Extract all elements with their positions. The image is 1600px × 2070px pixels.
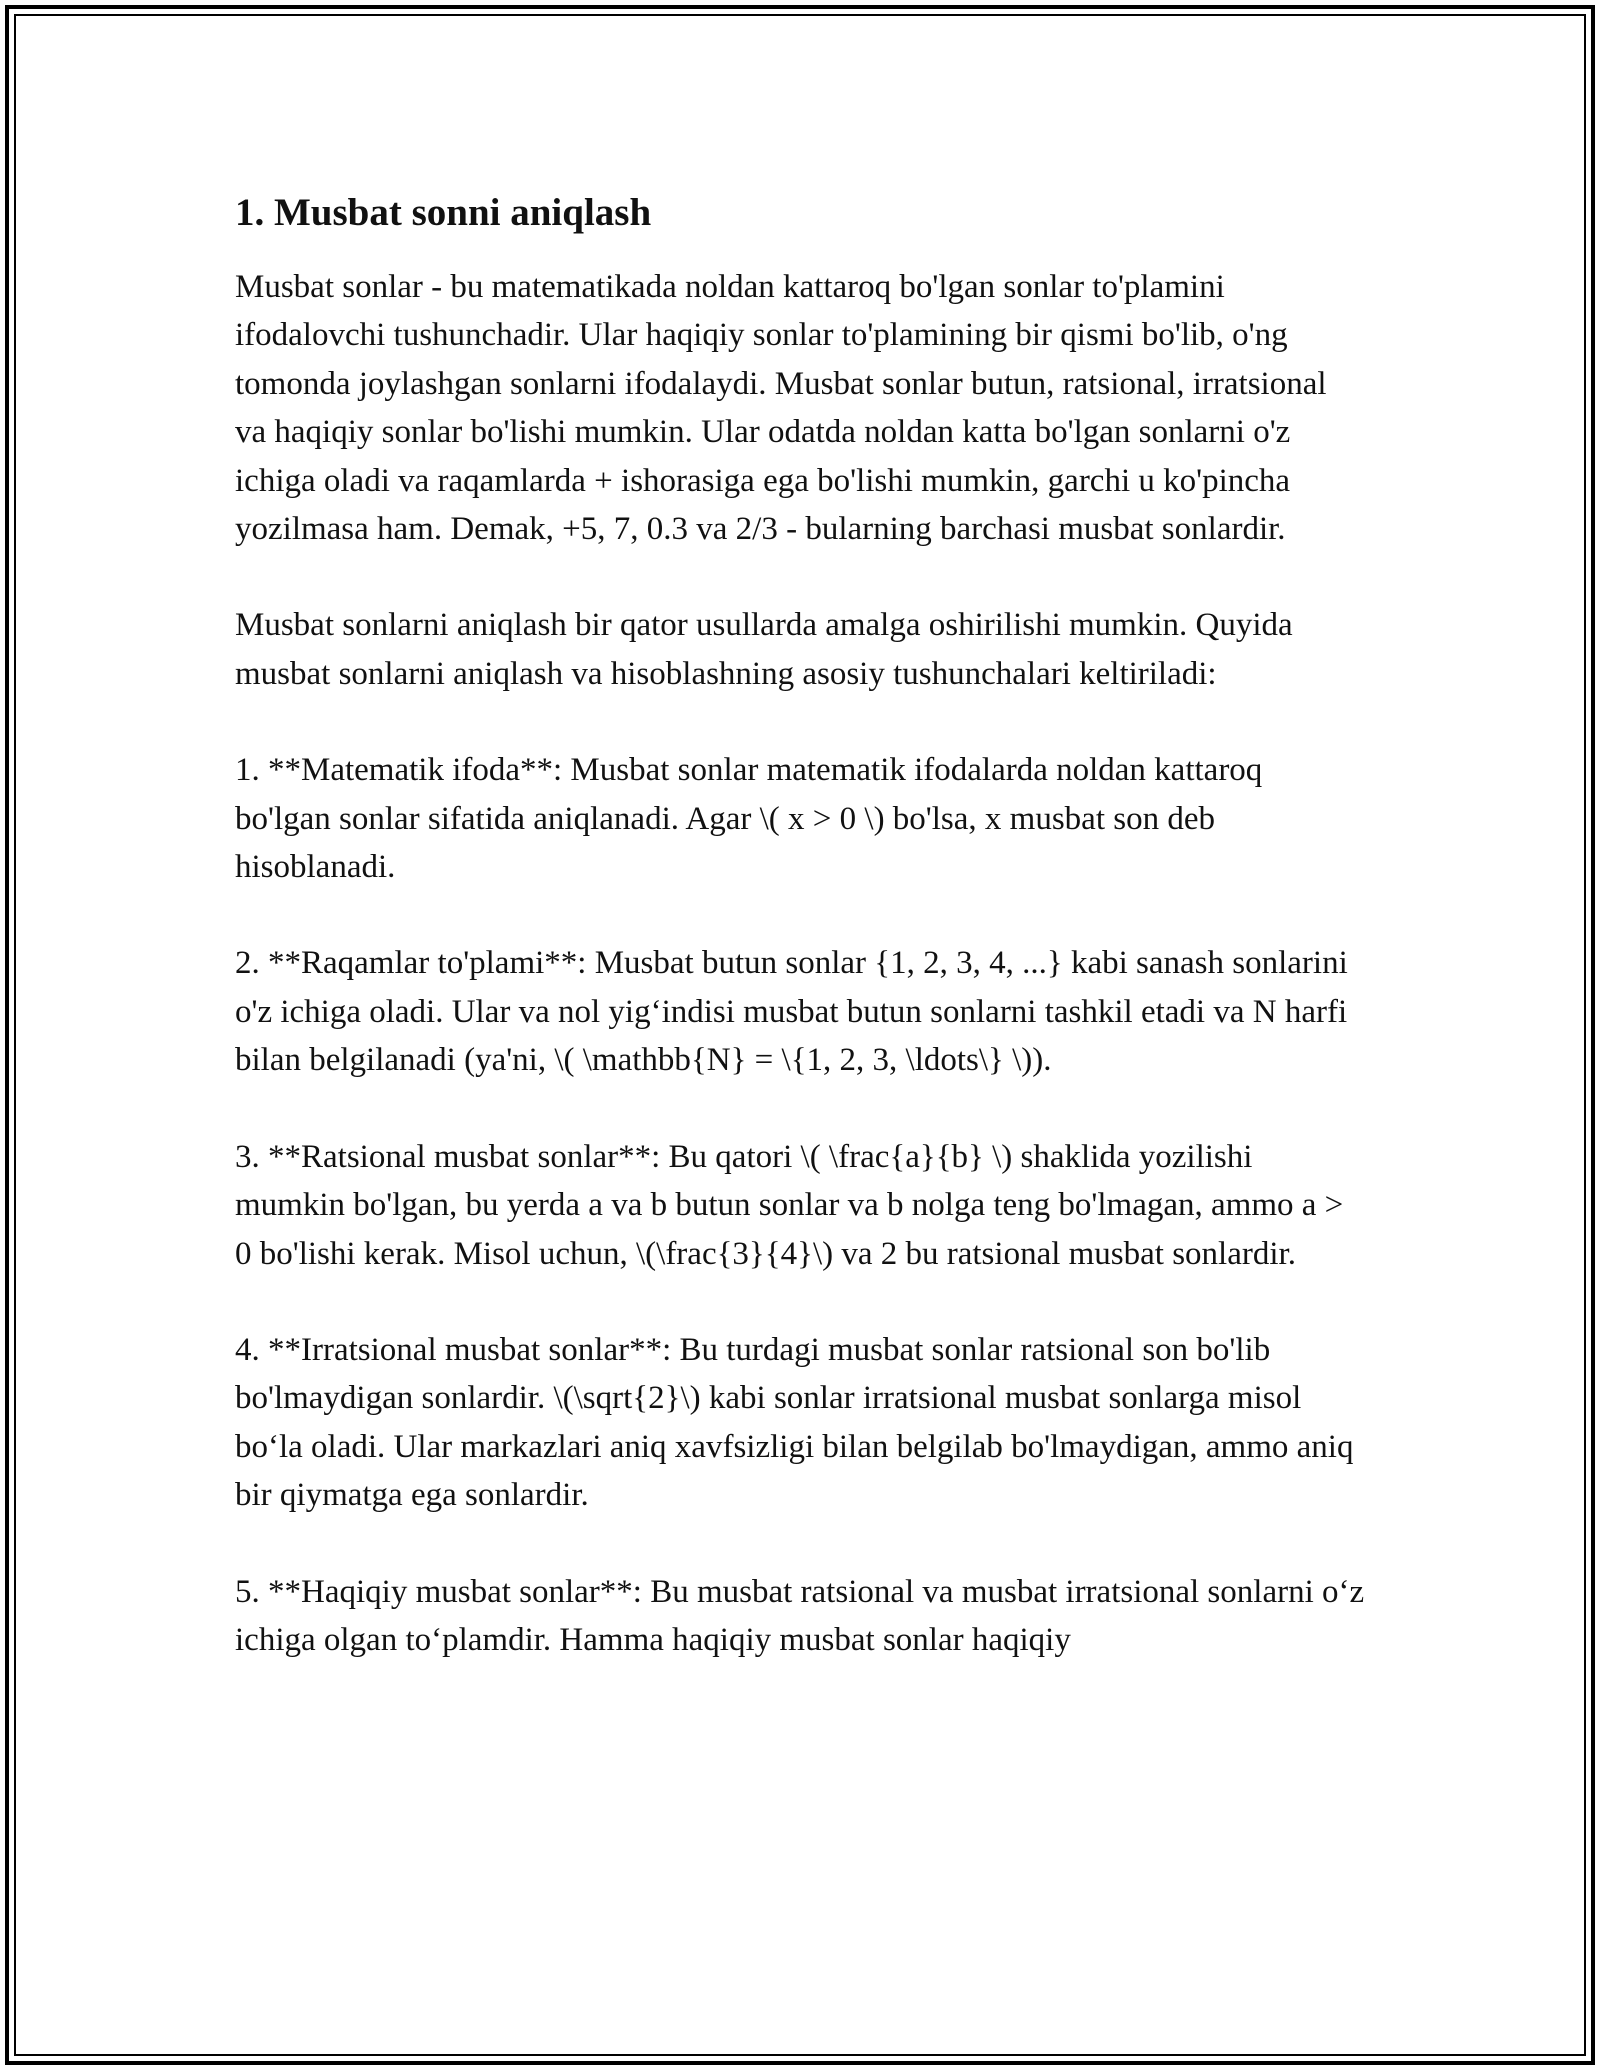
- list-item-mathematical-expression: 1. **Matematik ifoda**: Musbat sonlar matematik ifodalarda noldan kattaroq bo'lgan sonlar sifatida aniqlanadi. Agar \( x > 0 \) bo'lsa, x musbat son deb hisoblanadi.: [235, 752, 1271, 886]
- document-body: [235, 185, 1373, 1712]
- section-heading: 1. Musbat sonni aniqlash: [235, 191, 652, 234]
- paragraph-intro: Musbat sonlarni aniqlash bir qator usullarda amalga oshirilishi mumkin. Quyida musbat sonlarni aniqlash va hisoblashning asosiy tushunchalari keltiriladi:: [235, 607, 1301, 692]
- list-item-irrational-positive: 4. **Irratsional musbat sonlar**: Bu turdagi musbat sonlar ratsional son bo'lib bo'lmaydigan sonlardir. \(\sqrt{2}\) kabi sonlar irratsional musbat sonlarga misol bo‘la oladi. Ular markazlari aniq xavfsizligi bilan belgilab bo'lmaydigan, ammo aniq bir qiymatga ega sonlardir.: [235, 1331, 1362, 1514]
- list-item-number-set: 2. **Raqamlar to'plami**: Musbat butun sonlar {1, 2, 3, 4, ...} kabi sanash sonlarini o'z ichiga oladi. Ular va nol yig‘indisi musbat butun sonlarni tashkil etadi va N harfi bilan belgilanadi (ya'ni, \( \mathbb{N} = \{1, 2, 3, \ldots\} \)).: [235, 945, 1356, 1079]
- paragraph-definition: Musbat sonlar - bu matematikada noldan kattaroq bo'lgan sonlar to'plamini ifodalovchi tushunchadir. Ular haqiqiy sonlar to'plamining bir qismi bo'lib, o'ng tomonda joylashgan sonlarni ifodalaydi. Musbat sonlar butun, ratsional, irratsional va haqiqiy sonlar bo'lishi mumkin. Ular odatda noldan katta bo'lgan sonlarni o'z ichiga oladi va raqamlarda + ishorasiga ega bo'lishi mumkin, garchi u ko'pincha yozilmasa ham. Demak, +5, 7, 0.3 va 2/3 - bularning barchasi musbat sonlardir.: [235, 269, 1335, 548]
- list-item-real-positive: 5. **Haqiqiy musbat sonlar**: Bu musbat ratsional va musbat irratsional sonlarni o‘z ichiga olgan to‘plamdir. Hamma haqiqiy musbat sonlar haqiqiy: [235, 1573, 1373, 1658]
- list-item-rational-positive: 3. **Ratsional musbat sonlar**: Bu qatori \( \frac{a}{b} \) shaklida yozilishi mumkin bo'lgan, bu yerda a va b butun sonlar va b nolga teng bo'lmagan, ammo a > 0 bo'lishi kerak. Misol uchun, \(\frac{3}{4}\) va 2 bu ratsional musbat sonlardir.: [235, 1138, 1352, 1272]
